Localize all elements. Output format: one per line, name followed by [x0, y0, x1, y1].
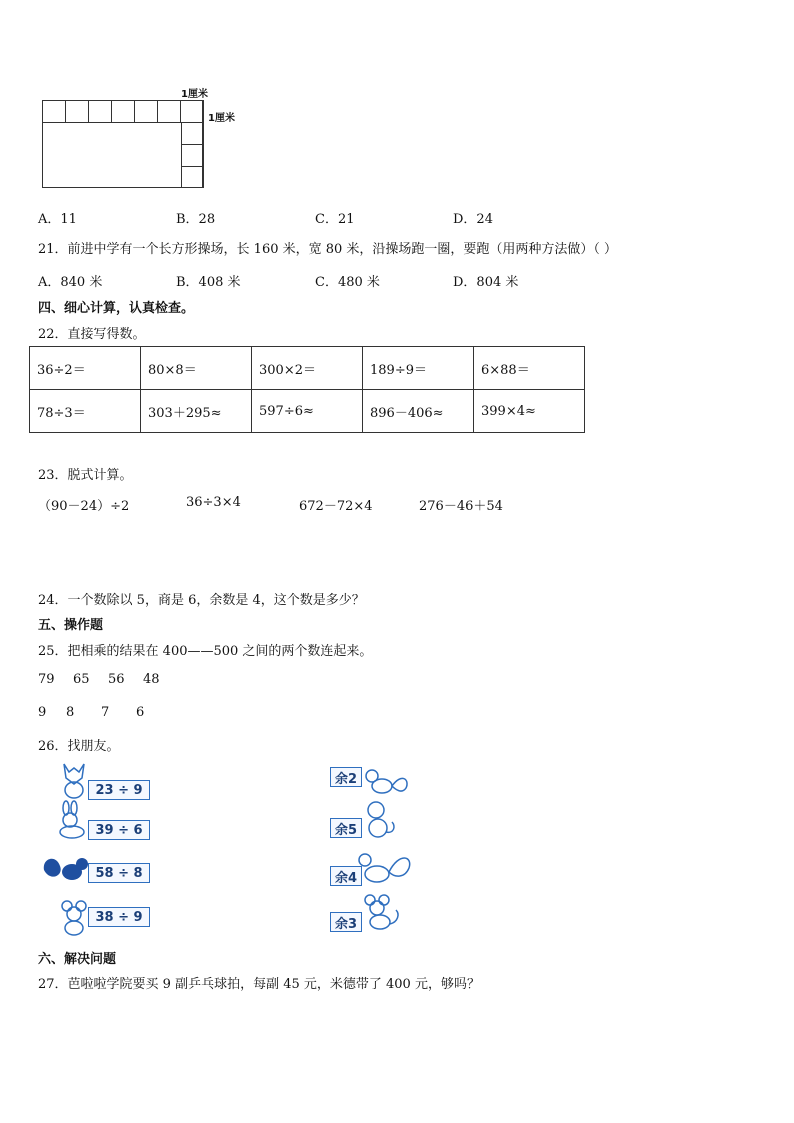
q23-item: （90－24）÷2 [38, 499, 130, 514]
q21-text: 21．前进中学有一个长方形操场，长 160 米，宽 80 米，沿操场跑一圈，要跑（用两种方法做）（ ） [38, 242, 618, 257]
grid-square [43, 101, 66, 123]
calc-cell[interactable]: 303＋295≈ [141, 390, 252, 433]
q21-option-c[interactable]: C．480 米 [315, 275, 380, 290]
q25-number[interactable]: 48 [143, 672, 160, 687]
rabbit-icon [54, 800, 90, 840]
q20-option-a[interactable]: A．11 [38, 212, 77, 227]
mouse-icon [362, 892, 402, 932]
q23-title: 23．脱式计算。 [38, 468, 133, 483]
section-6-heading: 六、解决问题 [38, 952, 117, 967]
squirrel-icon [40, 852, 92, 886]
calc-table [29, 346, 585, 433]
q23-item: 36÷3×4 [186, 495, 241, 510]
q23-item: 276－46＋54 [419, 499, 503, 514]
skunk-icon [355, 848, 413, 888]
grid-square [181, 101, 203, 123]
mouse-icon [58, 898, 90, 938]
grid-square [181, 145, 203, 167]
q20-option-c[interactable]: C．21 [315, 212, 355, 227]
calc-cell[interactable]: 78÷3＝ [30, 390, 141, 433]
grid-figure [42, 100, 204, 188]
q23-item: 672－72×4 [299, 499, 373, 514]
division-card[interactable]: 23 ÷ 9 [88, 780, 150, 800]
q25-number[interactable]: 9 [38, 705, 47, 720]
q25-title: 25．把相乘的结果在 400——500 之间的两个数连起来。 [38, 644, 373, 659]
grid-square [89, 101, 112, 123]
section-4-heading: 四、细心计算，认真检查。 [38, 301, 195, 316]
table-row [30, 390, 585, 433]
monkey-icon [362, 800, 398, 844]
section-5-heading: 五、操作题 [38, 618, 104, 633]
calc-cell[interactable]: 399×4≈ [474, 390, 585, 433]
calc-cell[interactable]: 80×8＝ [141, 347, 252, 390]
grid-square [112, 101, 135, 123]
division-card[interactable]: 38 ÷ 9 [88, 907, 150, 927]
grid-square [135, 101, 158, 123]
grid-square [66, 101, 89, 123]
q20-option-b[interactable]: B．28 [176, 212, 216, 227]
grid-square [158, 101, 181, 123]
division-card[interactable]: 58 ÷ 8 [88, 863, 150, 883]
figure-label-right: 1厘米 [208, 113, 235, 124]
squirrel-icon [362, 766, 412, 796]
table-row [30, 347, 585, 390]
calc-cell[interactable]: 36÷2＝ [30, 347, 141, 390]
q20-option-d[interactable]: D．24 [453, 212, 493, 227]
q25-number[interactable]: 7 [101, 705, 110, 720]
division-card[interactable]: 39 ÷ 6 [88, 820, 150, 840]
remainder-card[interactable]: 余2 [330, 767, 362, 787]
calc-cell[interactable]: 189÷9＝ [363, 347, 474, 390]
calc-cell[interactable]: 597÷6≈ [252, 390, 363, 433]
remainder-card[interactable]: 余4 [330, 866, 362, 886]
remainder-card[interactable]: 余3 [330, 912, 362, 932]
calc-cell[interactable]: 896－406≈ [363, 390, 474, 433]
q24-text: 24．一个数除以 5，商是 6，余数是 4，这个数是多少？ [38, 593, 365, 608]
q21-option-a[interactable]: A．840 米 [38, 275, 103, 290]
calc-cell[interactable]: 300×2＝ [252, 347, 363, 390]
fox-icon [58, 760, 90, 800]
q25-number[interactable]: 6 [136, 705, 145, 720]
q25-number[interactable]: 79 [38, 672, 55, 687]
q27-text: 27．芭啦啦学院要买 9 副乒乓球拍，每副 45 元，米德带了 400 元，够吗？ [38, 977, 480, 992]
q21-option-b[interactable]: B．408 米 [176, 275, 241, 290]
q25-number[interactable]: 56 [108, 672, 125, 687]
remainder-card[interactable]: 余5 [330, 818, 362, 838]
figure-label-top: 1厘米 [181, 89, 208, 100]
calc-cell[interactable]: 6×88＝ [474, 347, 585, 390]
q26-title: 26．找朋友。 [38, 739, 120, 754]
q25-number[interactable]: 65 [73, 672, 90, 687]
q21-option-d[interactable]: D．804 米 [453, 275, 519, 290]
q22-title: 22．直接写得数。 [38, 327, 146, 342]
q25-number[interactable]: 8 [66, 705, 75, 720]
grid-square [181, 123, 203, 145]
grid-square [181, 167, 203, 187]
